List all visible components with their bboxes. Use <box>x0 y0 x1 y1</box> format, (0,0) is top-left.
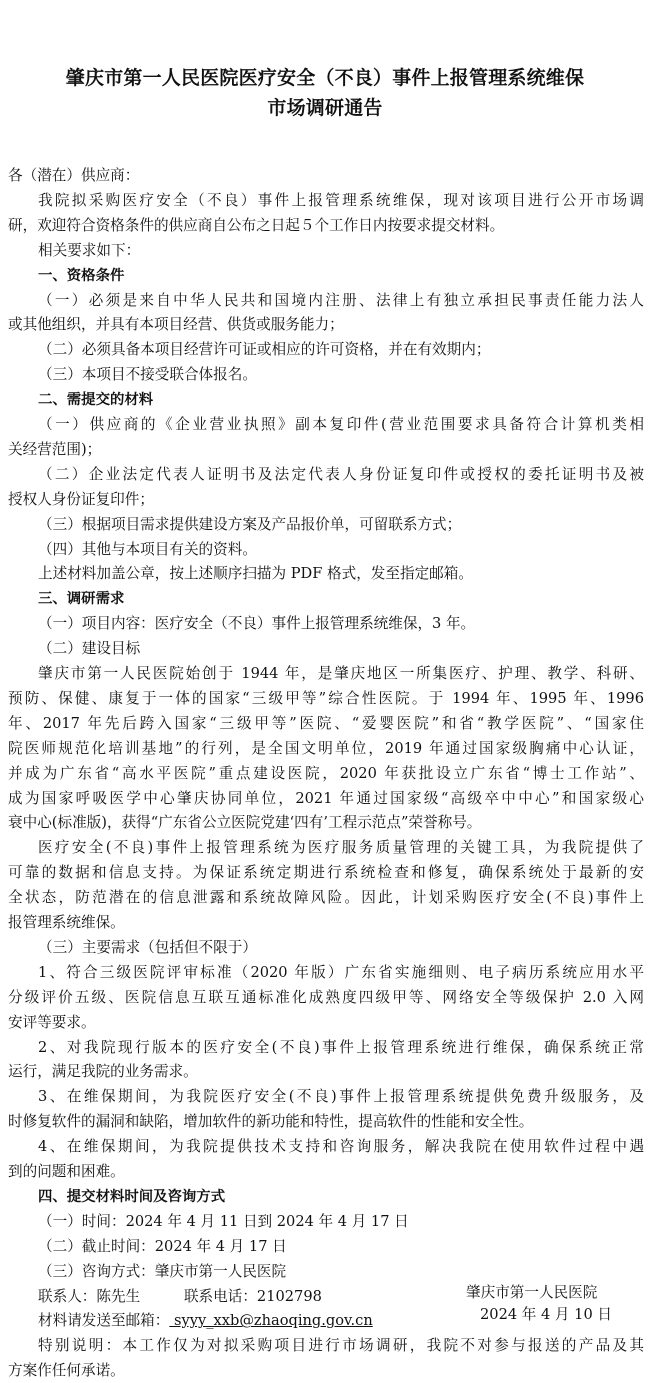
body-line: 院医师规范化培训基地”的行列，是全国文明单位，2019 年通过国家级胸痛中心认证， <box>8 739 644 757</box>
section-heading: 一、资格条件 <box>38 267 125 284</box>
body-line: 运行，满足我院的业务需求。 <box>8 1063 198 1081</box>
body-line: 1、符合三级医院评审标准（2020 年版）广东省实施细则、电子病历系统应用水平 <box>38 963 644 981</box>
body-line: 方案作任何承诺。 <box>8 1362 125 1380</box>
body-line: 医疗安全(不良)事件上报管理系统为医疗服务质量管理的关键工具，为我院提供了 <box>38 839 644 857</box>
body-line: 4、在维保期间，为我院提供技术支持和咨询服务，解决我院在使用软件过程中遇 <box>38 1138 644 1156</box>
body-line: 年、2017 年先后跨入国家“三级甲等”医院、“爱婴医院”和省“教学医院”、“国家住 <box>8 714 644 732</box>
body-line: （二）建设目标 <box>38 640 141 658</box>
body-line: （一）必须是来自中华人民共和国境内注册、法律上有独立承担民事责任能力法人 <box>38 291 644 309</box>
body-line: 并成为广东省“高水平医院”重点建设医院，2020 年获批设立广东省“博士工作站”、 <box>8 764 644 782</box>
body-line: （三）根据项目需求提供建设方案及产品报价单，可留联系方式； <box>38 515 462 533</box>
email-label: 材料请发送至邮箱： <box>38 1312 170 1330</box>
body-line: （三）主要需求（包括但不限于） <box>38 938 257 956</box>
body-line: 2、对我院现行版本的医疗安全(不良)事件上报管理系统进行维保，确保系统正常 <box>38 1038 644 1056</box>
email-line <box>38 1309 373 1333</box>
body-line: 时修复软件的漏洞和缺陷，增加软件的新功能和特性，提高软件的性能和安全性。 <box>8 1113 534 1131</box>
body-line: 或其他组织，并具有本项目经营、供货或服务能力； <box>8 316 344 334</box>
body-line: 关经营范围)； <box>8 440 102 458</box>
body-line: 上述材料加盖公章，按上述顺序扫描为 PDF 格式，发至指定邮箱。 <box>38 565 473 583</box>
body-line: 我院拟采购医疗安全（不良）事件上报管理系统维保，现对该项目进行公开市场调 <box>38 191 644 209</box>
body-line: 联系人：陈先生 联系电话：2102798 <box>38 1287 322 1305</box>
signature-date: 2024 年 4 月 10 日 <box>480 1306 612 1323</box>
body-line: 预防、保健、康复于一体的国家“三级甲等”综合性医院。于 1994 年、1995 年、1996 <box>8 689 644 707</box>
body-line: 肇庆市第一人民医院始创于 1944 年，是肇庆地区一所集医疗、护理、教学、科研、 <box>38 665 644 682</box>
signature-org: 肇庆市第一人民医院 <box>466 1284 598 1301</box>
email-link[interactable]: syyy_xxb@zhaoqing.gov.cn <box>169 1312 373 1330</box>
body-line: 相关要求如下： <box>38 241 141 259</box>
body-line: 特别说明：本工作仅为对拟采购项目进行市场调研，我院不对参与报送的产品及其 <box>38 1337 644 1355</box>
body-line: （三）本项目不接受联合体报名。 <box>38 366 257 384</box>
body-line: 报管理系统维保。 <box>8 914 125 931</box>
body-line: 到的问题和困难。 <box>8 1163 125 1180</box>
body-line: （二）企业法定代表人证明书及法定代表人身份证复印件或授权的委托证明书及被 <box>38 465 644 483</box>
body-line: 全状态，防范潜在的信息泄露和系统故障风险。因此，计划采购医疗安全(不良)事件上 <box>8 889 644 907</box>
body-line: 衰中心(标准版)，获得“广东省公立医院党建‘四有’工程示范点”荣誉称号。 <box>8 814 482 832</box>
section-heading: 二、需提交的材料 <box>38 392 154 409</box>
body-line: （一）供应商的《企业营业执照》副本复印件(营业范围要求具备符合计算机类相 <box>38 416 644 433</box>
body-line: 各（潜在）供应商： <box>8 167 140 184</box>
notice-title-line1: 肇庆市第一人民医院医疗安全（不良）事件上报管理系统维保 <box>65 67 585 89</box>
body-line: 3、在维保期间，为我院医疗安全(不良)事件上报管理系统提供免费升级服务，及 <box>38 1088 644 1106</box>
body-line: （一）时间：2024 年 4 月 11 日到 2024 年 4 月 17 日 <box>38 1212 409 1230</box>
body-line: 成为国家呼吸医学中心肇庆协同单位，2021 年通过国家级“高级卒中中心”和国家级心 <box>8 789 644 807</box>
body-line: （二）截止时间：2024 年 4 月 17 日 <box>38 1237 287 1255</box>
body-line: （一）项目内容：医疗安全（不良）事件上报管理系统维保，3 年。 <box>38 615 476 633</box>
body-line: 可靠的数据和信息支持。为保证系统定期进行系统检查和修复，确保系统处于最新的安 <box>8 864 644 882</box>
section-heading: 三、调研需求 <box>38 591 125 608</box>
notice-title-line2: 市场调研通告 <box>267 97 383 119</box>
body-line: （二）必须具备本项目经营许可证或相应的许可资格，并在有效期内； <box>38 341 491 359</box>
body-line: 授权人身份证复印件； <box>8 490 154 508</box>
body-line: 分级评价五级、医院信息互联互通标准化成熟度四级甲等、网络安全等级保护 2.0 入网 <box>8 988 644 1006</box>
body-line: （三）咨询方式：肇庆市第一人民医院 <box>38 1262 287 1280</box>
body-line: （四）其他与本项目有关的资料。 <box>38 540 257 558</box>
body-line: 研，欢迎符合资格条件的供应商自公布之日起５个工作日内按要求提交材料。 <box>8 216 505 234</box>
section-heading: 四、提交材料时间及咨询方式 <box>38 1188 226 1205</box>
body-line: 安评等要求。 <box>8 1013 96 1031</box>
